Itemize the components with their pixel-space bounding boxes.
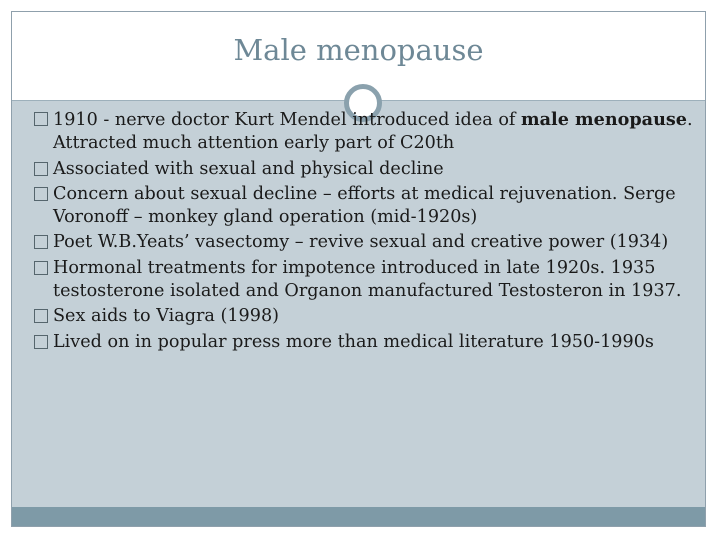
checkbox-bullet-icon xyxy=(34,261,48,275)
bullet-item-7 xyxy=(35,331,695,354)
slide-frame xyxy=(11,11,706,527)
checkbox-bullet-icon xyxy=(34,187,48,201)
checkbox-bullet-icon xyxy=(34,112,48,126)
checkbox-bullet-icon xyxy=(34,335,48,349)
bullet-2-text: Associated with sexual and physical decline xyxy=(53,158,444,179)
bullet-7-text: Lived on in popular press more than medical literature 1950-1990s xyxy=(53,331,654,352)
bullet-list xyxy=(35,108,695,356)
footer-bar xyxy=(12,507,705,526)
bullet-item-5 xyxy=(35,257,695,304)
bullet-1-text-bold: male menopause xyxy=(521,109,687,130)
slide-title: Male menopause xyxy=(233,33,484,67)
bullet-item-2 xyxy=(35,158,695,181)
bullet-item-6 xyxy=(35,305,695,328)
bullet-4-text: Poet W.B.Yeats’ vasectomy – revive sexual and creative power (1934) xyxy=(53,232,669,253)
bullet-5-text: Hormonal treatments for impotence introduced in late 1920s. 1935 testosterone isolated and Organon manufactured Testosteron in 1937. xyxy=(53,257,682,302)
checkbox-bullet-icon xyxy=(34,235,48,249)
checkbox-bullet-icon xyxy=(34,309,48,323)
bullet-item-3 xyxy=(35,183,695,230)
bullet-6-text: Sex aids to Viagra (1998) xyxy=(53,306,280,327)
bullet-3-text: Concern about sexual decline – efforts at medical rejuvenation. Serge Voronoff – monkey gland operation (mid-1920s) xyxy=(53,183,676,228)
bullet-1-text-before: 1910 - nerve doctor Kurt Mendel introduced idea of xyxy=(53,110,522,130)
bullet-1-text-after: . Attracted much attention early part of C20th xyxy=(53,110,693,154)
bullet-item-1 xyxy=(35,108,695,156)
checkbox-bullet-icon xyxy=(34,162,48,176)
bullet-item-4 xyxy=(35,231,695,254)
